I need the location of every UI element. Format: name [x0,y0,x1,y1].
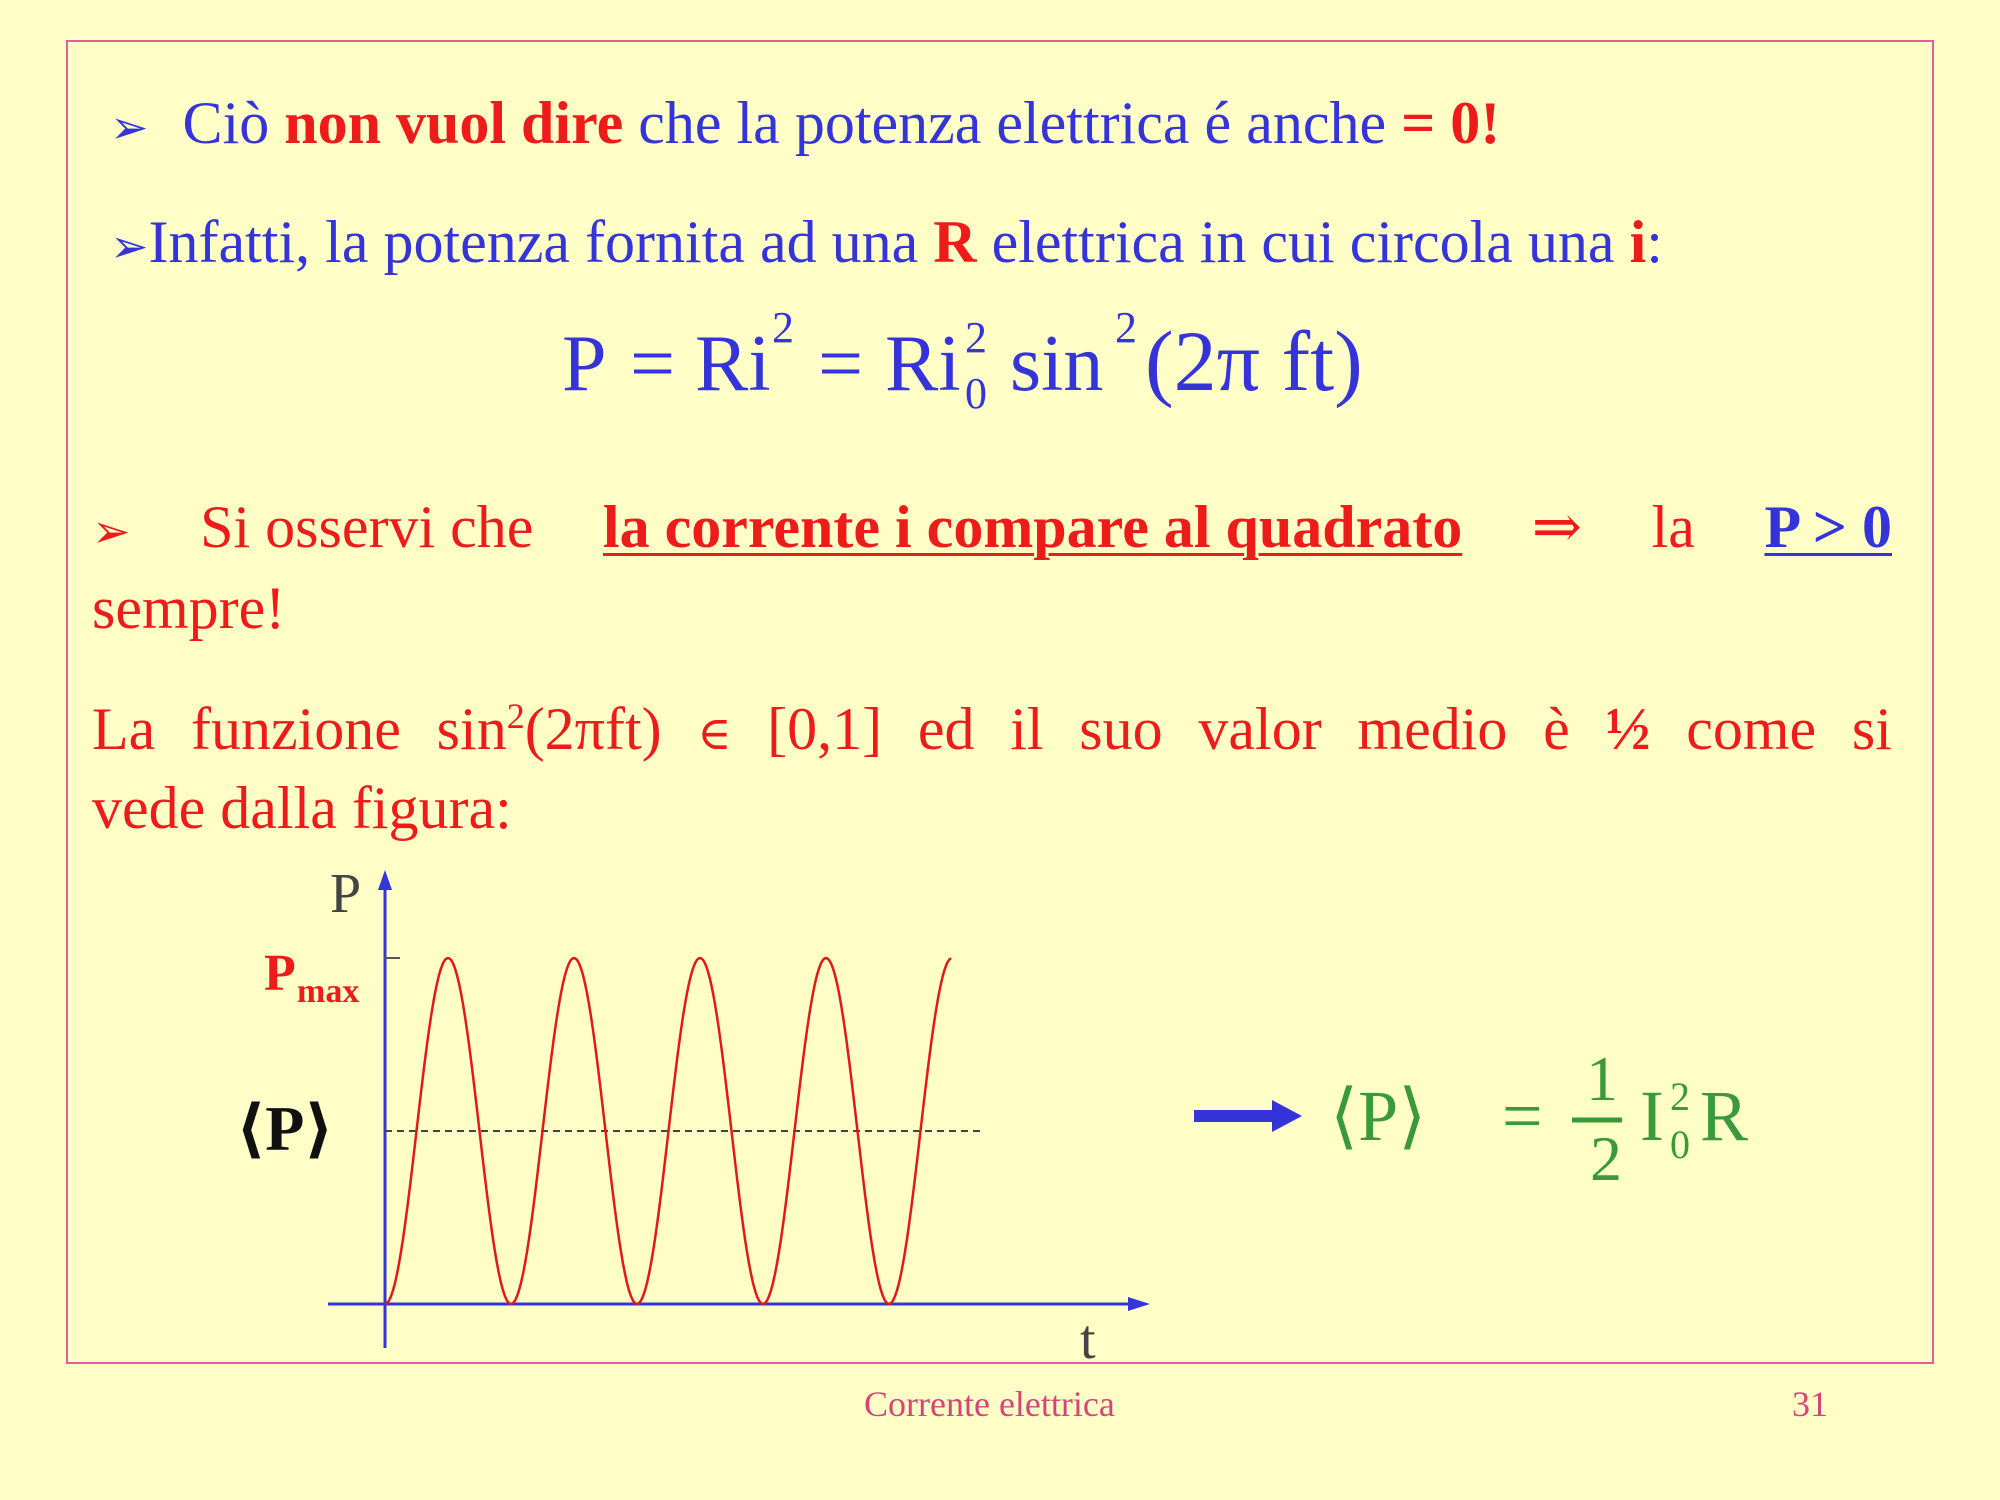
x-axis-label: t [1080,1309,1096,1371]
result-numerator: 1 [1586,1043,1618,1114]
bullet-arrow-icon: ➢ [110,102,149,153]
line2-text-a: Infatti, la potenza fornita ad una [148,209,934,275]
eq-sub-0: 0 [965,369,987,418]
line1-emphasis: non vuol dire [284,90,624,156]
x-axis-arrow-icon [1128,1297,1150,1311]
implies-symbol: ⇒ [1531,494,1583,560]
line1-text-b: che la potenza elettrica é anche [623,90,1402,156]
line3-continuation: sempre! [92,575,286,641]
result-sub: 0 [1670,1122,1690,1167]
line4-half: ½ [1605,696,1651,762]
line2-colon: : [1646,209,1663,275]
eq-equals-2: = [818,320,864,408]
line4-word: è [1543,696,1570,762]
eq-equals-1: = [630,320,676,408]
eq-sup-3: 2 [1115,303,1137,352]
line2-r: R [933,209,977,275]
line2-text-b: elettrica in cui circola una [976,209,1630,275]
line4-word: suo [1079,696,1163,762]
eq-ri: Ri [695,320,771,408]
line3-p-positive: P > 0 [1764,494,1892,560]
mean-p-label: ⟨P⟩ [236,1093,334,1164]
result-i: I [1640,1076,1664,1156]
line4-word: valor [1198,696,1322,762]
line4-word: La [92,696,156,762]
line4-word: medio [1357,696,1508,762]
line4-continuation: vede dalla figura: [92,775,512,841]
y-axis-arrow-icon [378,870,392,890]
eq-sin: sin [1010,320,1104,408]
line1-equals-zero: = 0! [1401,90,1501,156]
result-denominator: 2 [1590,1123,1622,1194]
result-sup: 2 [1670,1074,1690,1119]
bullet-arrow-icon: ➢ [110,221,149,272]
line4-word: funzione [191,696,401,762]
eq-p: P [562,320,607,408]
line1-text-a: Ciò [182,90,285,156]
line4-word: il [1010,696,1044,762]
line4-word: come [1686,696,1817,762]
mean-power-result [1190,1040,1890,1230]
line3-emphasis: la corrente i compare al quadrato [602,494,1463,560]
line4-sin-expression: $\sin^2(2\pi ft)$ [436,696,662,762]
eq-argument: (2π ft) [1145,313,1363,409]
eq-ri0: Ri [885,320,961,408]
result-arrow-icon [1194,1100,1302,1132]
pmax-label: P [264,945,296,1002]
result-equals: = [1502,1076,1543,1156]
footer-title: Corrente elettrica [864,1384,1115,1424]
line3-la: la [1651,494,1695,560]
line4-word: ed [917,696,975,762]
y-axis-label: P [330,863,362,925]
eq-sup-1: 2 [772,303,794,352]
page-number: 31 [1792,1384,1828,1424]
bullet-arrow-icon: ➢ [92,506,131,557]
pmax-subscript: max [297,973,360,1010]
result-lhs: ⟨P⟩ [1330,1076,1427,1156]
line4-word: si [1851,696,1892,762]
line3-text-a: Si osservi che [200,494,534,560]
eq-sup-2: 2 [965,313,987,362]
line2-i: i [1629,209,1647,275]
element-of-symbol: ∈ [697,708,732,759]
line4-word: [0,1] [767,696,883,762]
result-r: R [1700,1076,1749,1156]
